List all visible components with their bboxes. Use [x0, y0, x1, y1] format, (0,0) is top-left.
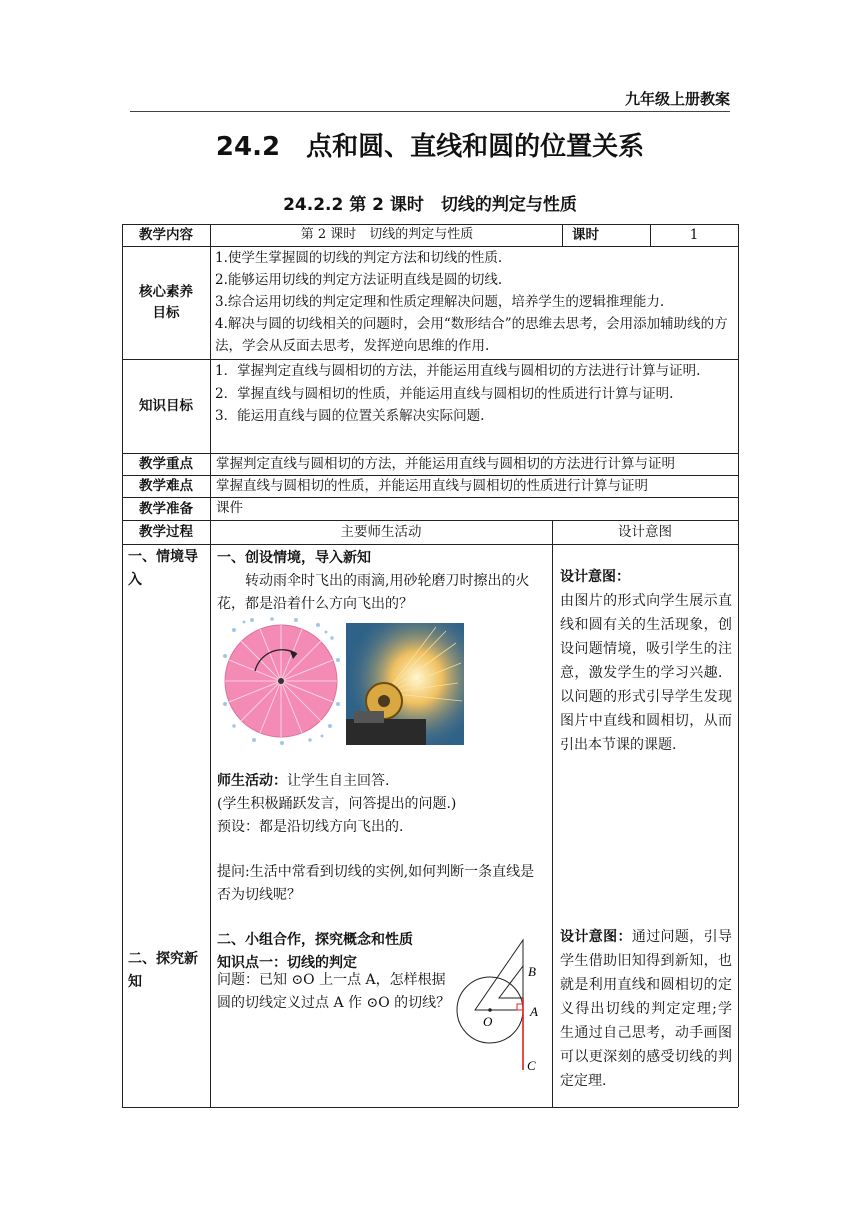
hours-value: 1: [689, 227, 699, 243]
label-hours: 课时: [572, 227, 599, 243]
design-label-1: 设计意图：: [560, 569, 630, 585]
label-activities: 主要师生活动: [340, 524, 422, 540]
core-goals-list: [215, 247, 735, 359]
point-o-label: O: [483, 1014, 493, 1029]
design-label-2: 设计意图：: [560, 929, 632, 945]
preparation-value: 课件: [216, 500, 243, 516]
header-rule: [130, 111, 730, 112]
core-goal-item: 3.综合运用切线的判定定理和性质定理解决问题，培养学生的逻辑推理能力.: [215, 294, 665, 310]
stage-2-label: 二、探究新知: [128, 951, 198, 990]
core-goal-item: 4.解决与圆的切线相关的问题时，会用“数形结合”的思维去思考，会用添加辅助线的方法，学会从反面去思考，发挥逆向思维的作用.: [215, 316, 728, 354]
label-core-line2: 目标: [152, 304, 180, 321]
label-preparation: 教学准备: [139, 500, 193, 517]
knowledge-goals-list: [215, 360, 735, 453]
label-teaching-content: 教学内容: [139, 227, 193, 243]
tangent-figure: [455, 938, 550, 1076]
knowledge-point-1: 知识点一：切线的判定: [217, 955, 357, 971]
page-title: 24.2 点和圆、直线和圆的位置关系: [215, 132, 645, 162]
label-design-intent: 设计意图: [618, 524, 672, 540]
label-core-line1: 核心素养: [139, 283, 193, 300]
grinder-photo: [346, 623, 464, 745]
label-key-point: 教学重点: [139, 456, 193, 472]
teaching-content-value: 第 2 课时 切线的判定与性质: [300, 227, 474, 242]
scenario-question: 转动雨伞时飞出的雨滴,用砂轮磨刀时擦出的火花，都是沿着什么方向飞出的？: [217, 573, 530, 612]
stage-1-label: 一、情境导入: [128, 549, 198, 588]
activity-column: [217, 547, 547, 616]
section-2-title: 二、小组合作，探究概念和性质: [217, 932, 413, 948]
knowledge-item: 2．掌握直线与圆相切的性质，并能运用直线与圆相切的性质进行计算与证明.: [215, 385, 674, 402]
ask-text: 提问:生活中常看到切线的实例,如何判断一条直线是否为切线呢？: [217, 864, 535, 903]
label-core-goals: [122, 246, 210, 359]
knowledge-item: 1．掌握判定直线与圆相切的方法，并能运用直线与圆相切的方法进行计算与证明.: [215, 363, 701, 379]
section-1-title: 一、创设情境，导入新知: [217, 550, 371, 566]
design-text-2: 通过问题，引导学生借助旧知得到新知，也就是利用直线和圆相切的定义得出切线的判定定理;学生通过自己思考，动手画图可以更深刻的感受切线的判定定理.: [560, 929, 733, 1089]
point-b-label: B: [528, 964, 536, 979]
label-difficult-point: 教学难点: [139, 478, 193, 494]
design-intent-1: [560, 565, 732, 757]
core-goal-item: 2.能够运用切线的判定方法证明直线是圆的切线.: [215, 272, 503, 288]
ts-line3: 预设：都是沿切线方向飞出的.: [217, 819, 404, 835]
ts-line2: (学生积极踊跃发言，问答提出的问题.): [217, 796, 457, 812]
key-point-value: 掌握判定直线与圆相切的方法，并能运用直线与圆相切的方法进行计算与证明: [216, 456, 675, 472]
teacher-student-activity: [217, 770, 547, 793]
umbrella-figure: [222, 616, 340, 746]
label-knowledge-goals: 知识目标: [139, 398, 193, 414]
point-c-label: C: [527, 1058, 536, 1073]
core-goal-item: 1.使学生掌握圆的切线的判定方法和切线的性质.: [215, 250, 503, 266]
header-text: 九年级上册教案: [624, 90, 730, 108]
design-intent-2: [560, 925, 732, 1093]
design-text-1: 由图片的形式向学生展示直线和圆有关的生活现象，创设问题情境，吸引学生的注意，激发学生的学习兴趣．以问题的形式引导学生发现图片中直线和圆相切，从而引出本节课的课题.: [560, 593, 732, 753]
difficult-point-value: 掌握直线与圆相切的性质，并能运用直线与圆相切的性质进行计算与证明: [216, 478, 648, 494]
question-text: 问题：已知 ⊙O 上一点 A，怎样根据圆的切线定义过点 A 作 ⊙O 的切线？: [217, 972, 451, 1011]
ts-text: 让学生自主回答.: [287, 773, 390, 789]
knowledge-item: 3．能运用直线与圆的位置关系解决实际问题.: [215, 408, 485, 424]
label-process: 教学过程: [139, 524, 193, 540]
point-a-label: A: [530, 1004, 538, 1019]
ts-label: 师生活动：: [217, 773, 287, 789]
page-subtitle: 24.2.2 第 2 课时 切线的判定与性质: [283, 195, 577, 215]
